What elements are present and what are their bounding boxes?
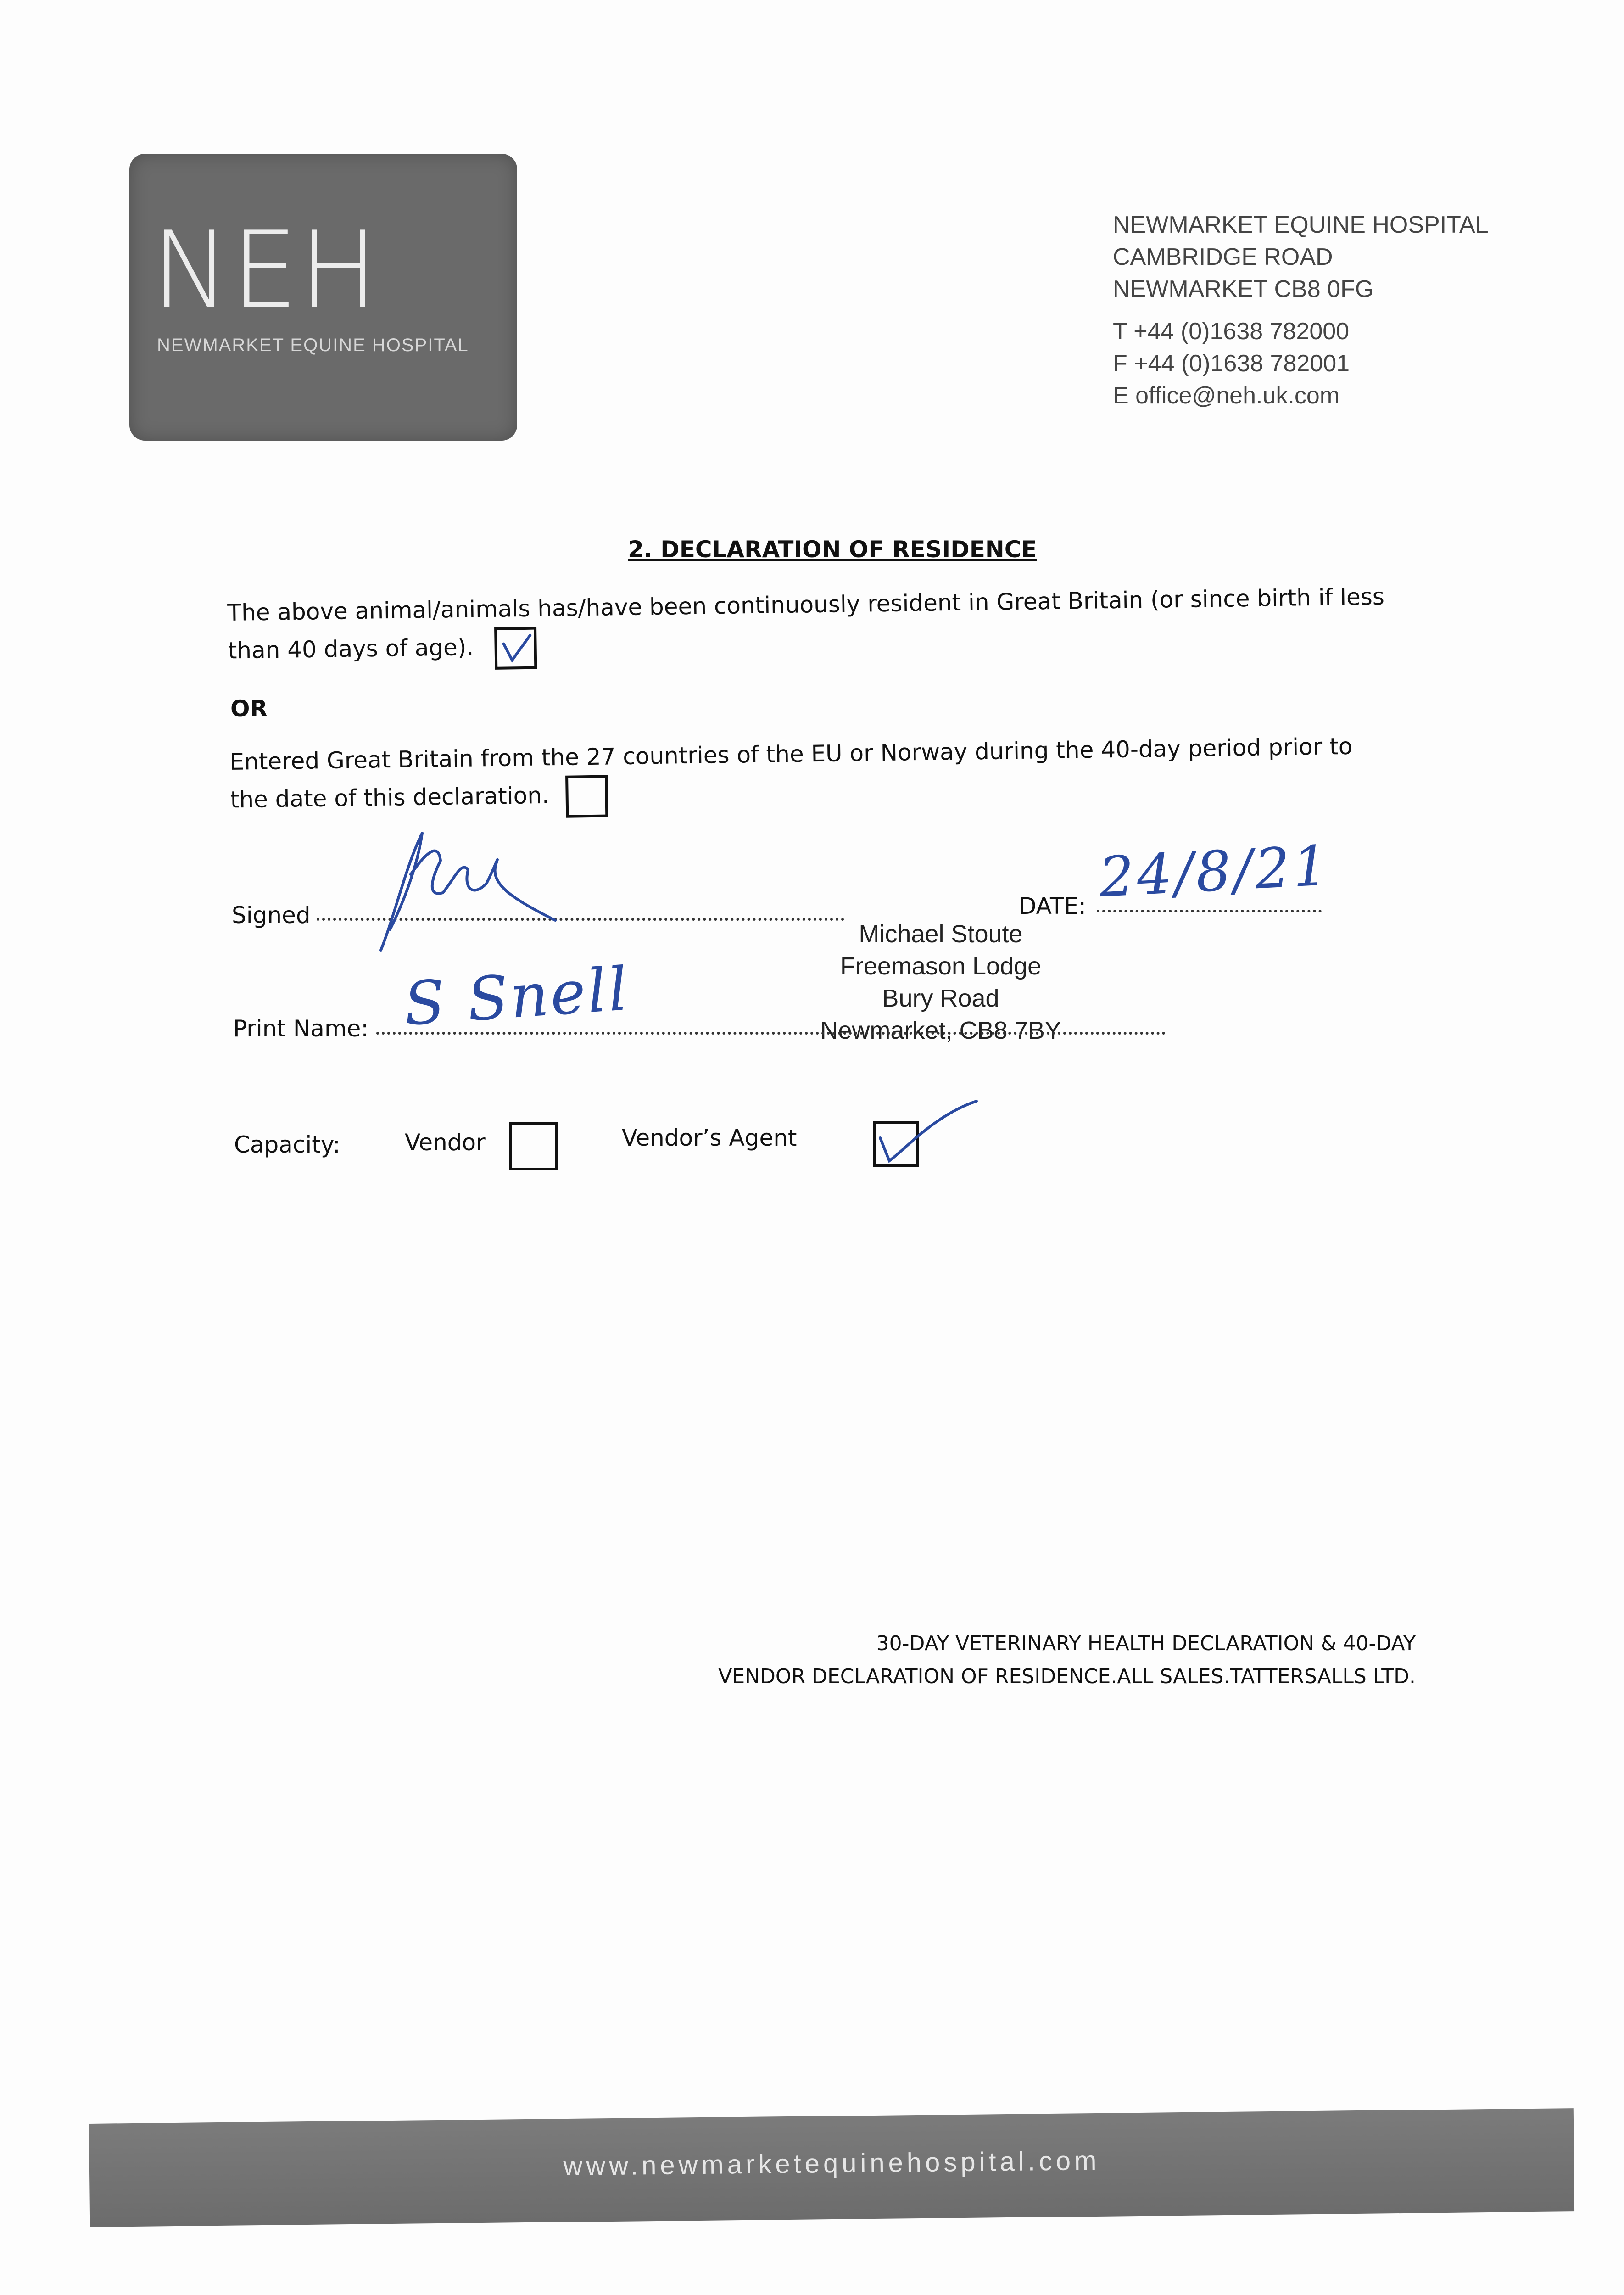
form-reference-line-1: 30-DAY VETERINARY HEALTH DECLARATION & 40-DAY	[876, 1632, 1416, 1655]
stamp-line-4: Newmarket, CB8 7BY	[820, 1017, 1061, 1044]
option-entered-text	[229, 727, 1433, 823]
option-entered-line-2: the date of this declaration.	[230, 782, 550, 813]
address-line-3: NEWMARKET CB8 0FG	[1113, 276, 1374, 302]
check-mark-icon	[871, 1097, 990, 1170]
address-line-1: NEWMARKET EQUINE HOSPITAL	[1113, 212, 1489, 238]
logo-mark: NEH	[151, 209, 379, 332]
website-link[interactable]: www.newmarketequinehospital.com	[563, 2145, 1100, 2182]
fax-number: F +44 (0)1638 782001	[1113, 350, 1350, 377]
print-name-label: Print Name:	[233, 1015, 369, 1042]
date-value[interactable]: 24/8/21	[1097, 834, 1332, 910]
option-entered-line-1: Entered Great Britain from the 27 countries of the EU or Norway during the 40-day period prior to	[229, 733, 1353, 775]
stamp-line-2: Freemason Lodge	[840, 952, 1042, 980]
date-line	[1097, 910, 1322, 912]
check-mark-icon	[497, 630, 535, 667]
or-label: OR	[230, 695, 268, 722]
website-banner	[89, 2108, 1574, 2227]
handwritten-signature[interactable]	[363, 824, 574, 957]
address-stamp	[803, 918, 1078, 1047]
address-line-2: CAMBRIDGE ROAD	[1113, 244, 1333, 270]
hospital-logo	[129, 154, 517, 441]
vendor-label: Vendor	[405, 1129, 486, 1156]
address-block	[1113, 209, 1526, 412]
option-resident-line-1: The above animal/animals has/have been continuously resident in Great Britain (or since birth if less	[227, 583, 1385, 626]
form-reference-line-2: VENDOR DECLARATION OF RESIDENCE.ALL SALES.TATTERSALLS LTD.	[718, 1665, 1416, 1688]
option-resident-text	[227, 577, 1430, 673]
option-resident-checkbox[interactable]	[495, 627, 537, 670]
email-address: E office@neh.uk.com	[1113, 382, 1340, 409]
vendor-checkbox[interactable]	[509, 1122, 558, 1170]
signed-label: Signed	[232, 902, 311, 929]
date-label: DATE:	[1019, 893, 1086, 919]
page-title: 2. DECLARATION OF RESIDENCE	[628, 536, 1037, 563]
option-entered-checkbox[interactable]	[565, 775, 608, 817]
stamp-line-1: Michael Stoute	[859, 920, 1023, 948]
option-resident-line-2: than 40 days of age).	[228, 634, 474, 664]
logo-subtitle: NEWMARKET EQUINE HOSPITAL	[157, 335, 469, 355]
form-reference-note	[688, 1627, 1416, 1693]
print-name-value[interactable]: S Snell	[402, 954, 631, 1039]
capacity-label: Capacity:	[234, 1131, 340, 1158]
stamp-line-3: Bury Road	[882, 985, 999, 1012]
phone-number: T +44 (0)1638 782000	[1113, 318, 1350, 345]
vendors-agent-checkbox[interactable]	[873, 1121, 919, 1167]
vendors-agent-label: Vendor’s Agent	[622, 1125, 797, 1151]
